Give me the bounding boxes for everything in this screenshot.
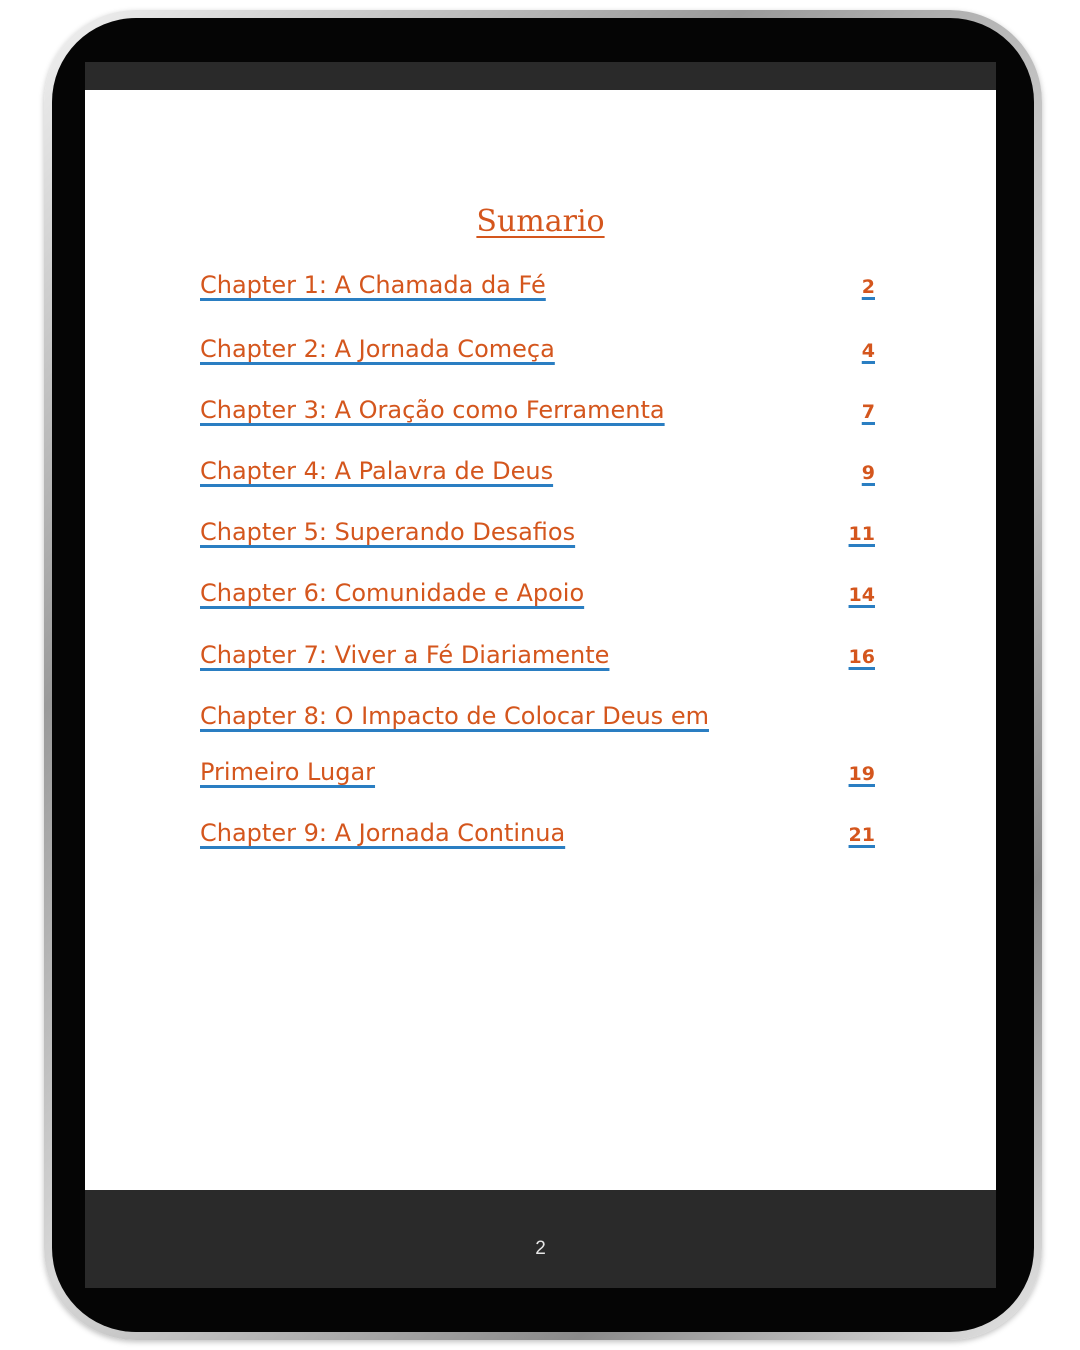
toc-entry-label[interactable]: Primeiro Lugar (200, 758, 376, 786)
toc-entry-page-number[interactable]: 14 (848, 584, 875, 606)
toc-entry-chapter-9[interactable] (85, 818, 996, 878)
toc-title: Sumario (476, 204, 605, 239)
toc-entry-label[interactable]: Chapter 3: A Oração como Ferramenta (200, 396, 665, 424)
bottom-toolbar (85, 1190, 996, 1288)
toc-entry-chapter-2[interactable] (85, 334, 996, 394)
toc-entry-label[interactable]: Chapter 4: A Palavra de Deus (200, 457, 554, 485)
toc-entry-label[interactable]: Chapter 9: A Jornada Continua (200, 819, 566, 847)
toc-entry-label[interactable]: Chapter 8: O Impacto de Colocar Deus em (200, 702, 709, 730)
toc-entry-chapter-3[interactable] (85, 395, 996, 455)
toc-entry-chapter-7[interactable] (85, 640, 996, 700)
toc-entry-label[interactable]: Chapter 1: A Chamada da Fé (200, 271, 546, 299)
top-toolbar (85, 62, 996, 90)
toc-entry-label[interactable]: Chapter 6: Comunidade e Apoio (200, 579, 585, 607)
toc-entry-label[interactable]: Chapter 5: Superando Desafios (200, 518, 576, 546)
page-number-indicator: 2 (535, 1238, 546, 1259)
toc-entry-page-number[interactable]: 4 (861, 340, 875, 362)
toc-entry-chapter-6[interactable] (85, 578, 996, 638)
toc-entry-page-number[interactable]: 21 (848, 824, 875, 846)
toc-entry-page-number[interactable]: 19 (848, 763, 875, 785)
toc-entry-page-number[interactable]: 16 (848, 646, 875, 668)
toc-entry-page-number[interactable]: 2 (861, 276, 875, 298)
toc-entry-chapter-1[interactable] (85, 270, 996, 330)
toc-entry-page-number[interactable]: 9 (861, 462, 875, 484)
toc-list (85, 90, 996, 990)
toc-entry-chapter-8-line-1[interactable] (85, 701, 996, 761)
toc-entry-chapter-5[interactable] (85, 517, 996, 577)
toc-entry-chapter-8-line-2[interactable] (85, 757, 996, 817)
toc-entry-page-number[interactable]: 7 (861, 401, 875, 423)
toc-entry-chapter-4[interactable] (85, 456, 996, 516)
toc-entry-label[interactable]: Chapter 2: A Jornada Começa (200, 335, 555, 363)
reader-screen (85, 62, 996, 1288)
toc-entry-page-number[interactable]: 11 (848, 523, 875, 545)
toc-entry-label[interactable]: Chapter 7: Viver a Fé Diariamente (200, 641, 610, 669)
document-page (85, 90, 996, 1190)
